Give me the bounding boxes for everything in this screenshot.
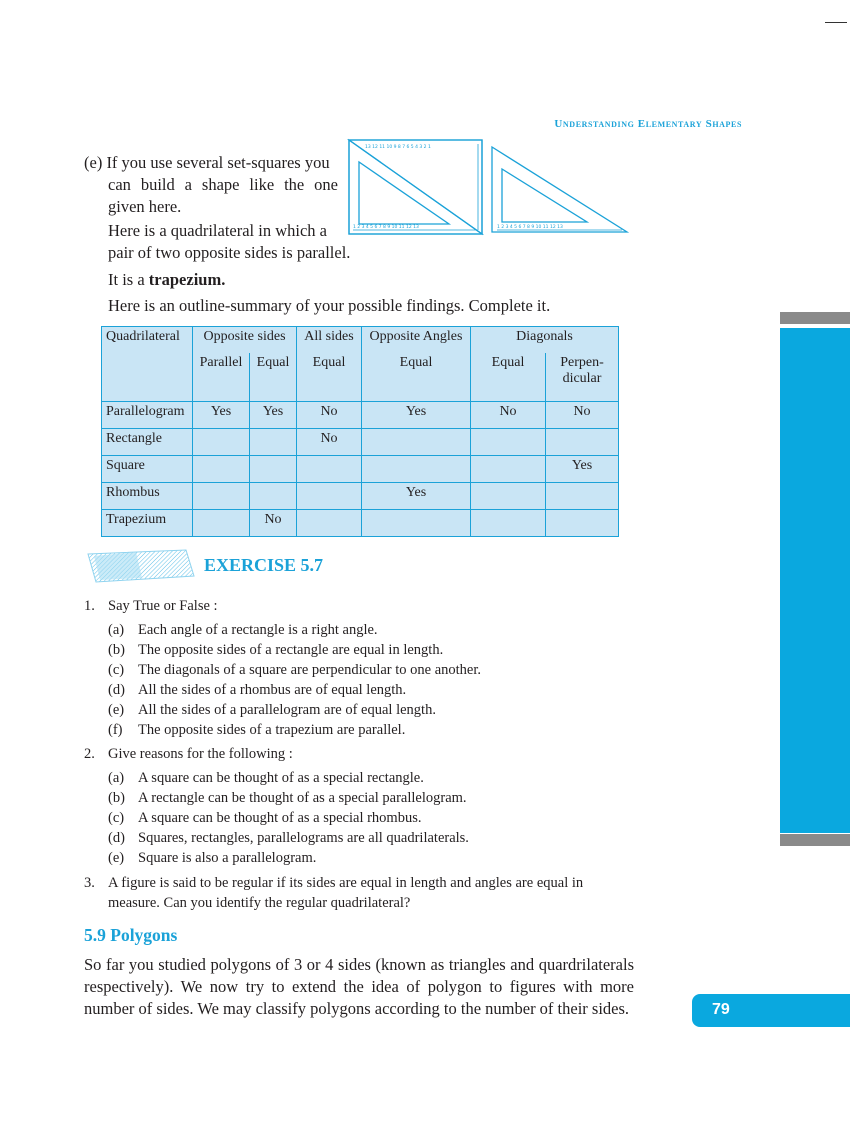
table-cell: [297, 456, 362, 483]
sidebar-blue-band: [780, 328, 850, 833]
table-header-row: [102, 327, 619, 354]
item-text: The opposite sides of a rectangle are equal in length.: [138, 642, 444, 658]
question-2: [84, 744, 293, 764]
list-item: [108, 720, 405, 740]
item-text: Squares, rectangles, parallelograms are all quadrilaterals.: [138, 830, 469, 846]
item-text: All the sides of a parallelogram are of equal length.: [138, 702, 436, 718]
header-parallel: Parallel: [193, 353, 250, 402]
header-opp-equal: Equal: [250, 353, 297, 402]
part-e-line3: given here.: [108, 197, 182, 216]
table-cell: [471, 510, 546, 537]
q1-text: Say True or False :: [108, 598, 218, 614]
header-all-sides: All sides: [297, 327, 362, 354]
header-quadrilateral: Quadrilateral: [102, 327, 193, 402]
table-cell: Yes: [362, 402, 471, 429]
header-perp-line2: dicular: [562, 371, 602, 386]
table-cell: [546, 429, 619, 456]
item-letter: (d): [108, 682, 125, 698]
running-header: Understanding Elementary Shapes: [554, 118, 742, 130]
header-opposite-sides: Opposite sides: [193, 327, 297, 354]
item-letter: (c): [108, 810, 125, 826]
part-e-line5: pair of two opposite sides is parallel.: [108, 243, 351, 262]
table-cell: No: [297, 402, 362, 429]
list-item: [108, 700, 436, 720]
list-item: [108, 640, 443, 660]
svg-text:1 2 3 4 5 6 7 8 9 10 11 12 13: 1 2 3 4 5 6 7 8 9 10 11 12 13: [353, 225, 419, 230]
row-label: Rectangle: [102, 429, 193, 456]
question-1: [84, 596, 218, 616]
table-cell: [193, 429, 250, 456]
list-item: [108, 808, 421, 828]
item-text: All the sides of a rhombus are of equal length.: [138, 682, 407, 698]
table-cell: Yes: [546, 456, 619, 483]
header-opposite-angles: Opposite Angles: [362, 327, 471, 354]
table-cell: Yes: [193, 402, 250, 429]
item-letter: (f): [108, 722, 123, 738]
table-cell: [471, 483, 546, 510]
table-cell: [362, 456, 471, 483]
section-paragraph: So far you studied polygons of 3 or 4 sides (known as triangles and quardrilaterals respectively). We now try to extend the idea of polygon to figures with more number of sides. We may classify polygons according to the number of their sides.: [84, 955, 634, 1018]
item-letter: (e): [108, 850, 125, 866]
item-letter: (d): [108, 830, 125, 846]
exercise-book-icon: [86, 548, 196, 584]
row-label: Parallelogram: [102, 402, 193, 429]
q2-number: 2.: [84, 746, 95, 762]
table-cell: [471, 456, 546, 483]
exercise-title: EXERCISE 5.7: [204, 555, 324, 575]
question-3: [84, 873, 583, 893]
trapezium-term: trapezium.: [148, 270, 226, 289]
table-row: [102, 510, 619, 537]
item-letter: (b): [108, 642, 125, 658]
table-cell: No: [471, 402, 546, 429]
header-diag-equal: Equal: [471, 353, 546, 402]
table-cell: [362, 510, 471, 537]
table-cell: No: [297, 429, 362, 456]
list-item: [108, 680, 406, 700]
q3-number: 3.: [84, 875, 95, 891]
summary-table: [101, 326, 619, 537]
list-item: [108, 768, 424, 788]
header-diagonals: Diagonals: [471, 327, 619, 354]
table-cell: [471, 429, 546, 456]
item-text: Square is also a parallelogram.: [138, 850, 317, 866]
table-row: [102, 456, 619, 483]
item-text: A square can be thought of as a special rhombus.: [138, 810, 422, 826]
q2-text: Give reasons for the following :: [108, 746, 293, 762]
list-item: [108, 828, 469, 848]
table-cell: No: [250, 510, 297, 537]
table-cell: Yes: [250, 402, 297, 429]
row-label: Square: [102, 456, 193, 483]
table-cell: [546, 510, 619, 537]
table-cell: Yes: [362, 483, 471, 510]
table-row: [102, 483, 619, 510]
table-cell: [250, 483, 297, 510]
table-cell: [546, 483, 619, 510]
item-text: The opposite sides of a trapezium are parallel.: [138, 722, 406, 738]
sidebar-grey-top: [780, 312, 850, 324]
set-squares-figure: [347, 138, 629, 238]
item-letter: (a): [108, 622, 125, 638]
item-letter: (c): [108, 662, 125, 678]
table-row: [102, 429, 619, 456]
part-e-line7: Here is an outline-summary of your possible findings. Complete it.: [108, 296, 551, 315]
table-cell: [193, 483, 250, 510]
item-text: A rectangle can be thought of as a special parallelogram.: [138, 790, 467, 806]
svg-text:1 2 3 4 5 6 7 8 9 10 11 12 13: 1 2 3 4 5 6 7 8 9 10 11 12 13: [497, 225, 563, 230]
table-cell: [297, 483, 362, 510]
header-perp-line1: Perpen-: [560, 355, 604, 370]
header-angles-equal: Equal: [362, 353, 471, 402]
section-title: 5.9 Polygons: [84, 925, 178, 945]
item-letter: (e): [108, 702, 125, 718]
header-perpendicular: [546, 353, 619, 402]
q3-text-line2: measure. Can you identify the regular quadrilateral?: [108, 895, 411, 911]
q3-text-line1: A figure is said to be regular if its sides are equal in length and angles are equal in: [108, 875, 584, 891]
svg-text:13 12 11 10 9 8 7 6 5 4 3 2 1: 13 12 11 10 9 8 7 6 5 4 3 2 1: [365, 145, 431, 150]
page-number-tab: [692, 994, 850, 1027]
q1-number: 1.: [84, 598, 95, 614]
item-letter: (b): [108, 790, 125, 806]
table-cell: [193, 510, 250, 537]
part-e-line6: [108, 269, 225, 291]
item-letter: (a): [108, 770, 125, 786]
table-cell: No: [546, 402, 619, 429]
table-cell: [250, 429, 297, 456]
sidebar-grey-bottom: [780, 834, 850, 846]
row-label: Trapezium: [102, 510, 193, 537]
item-text: A square can be thought of as a special rectangle.: [138, 770, 424, 786]
header-all-equal: Equal: [297, 353, 362, 402]
page-number: 79: [712, 1001, 730, 1018]
top-rule: [825, 22, 847, 23]
list-item: [108, 660, 481, 680]
list-item: [108, 788, 467, 808]
table-cell: [193, 456, 250, 483]
table-row: [102, 402, 619, 429]
list-item: [108, 620, 378, 640]
part-e-line6-prefix: It is a: [108, 270, 149, 289]
table-cell: [362, 429, 471, 456]
part-e-line1: (e) If you use several set-squares you: [84, 153, 330, 172]
table-cell: [297, 510, 362, 537]
row-label: Rhombus: [102, 483, 193, 510]
list-item: [108, 848, 316, 868]
part-e-line2: can build a shape like the one: [108, 175, 338, 194]
part-e-line4: Here is a quadrilateral in which a: [108, 221, 327, 240]
table-cell: [250, 456, 297, 483]
item-text: The diagonals of a square are perpendicular to one another.: [138, 662, 482, 678]
item-text: Each angle of a rectangle is a right angle.: [138, 622, 378, 638]
